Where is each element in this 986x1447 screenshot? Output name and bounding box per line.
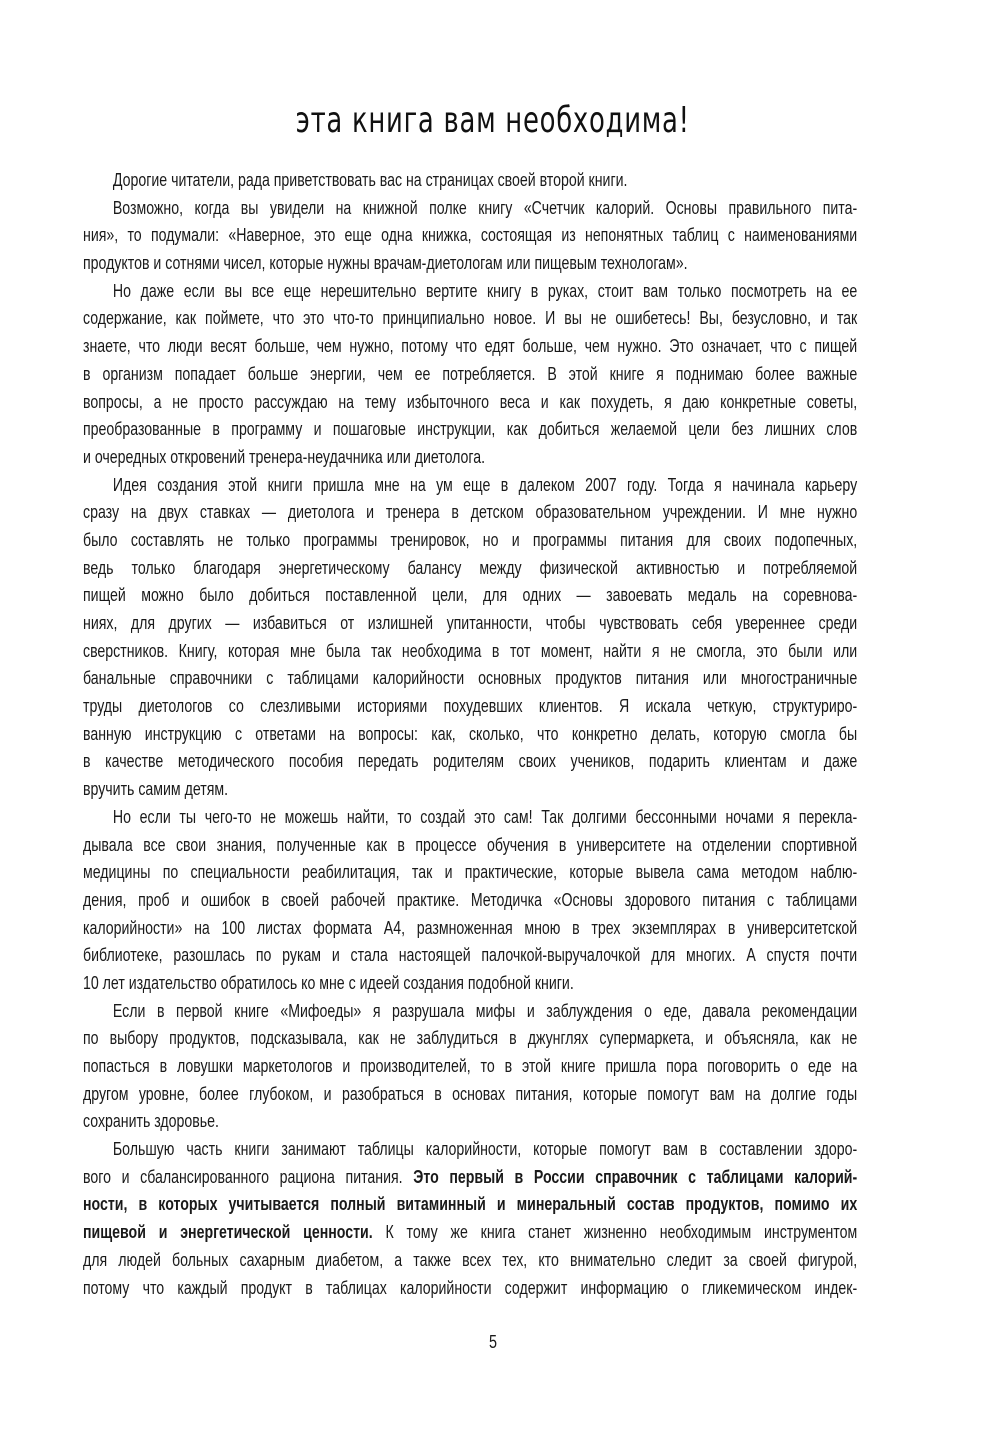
chapter-title-text: эта книга вам необходима! bbox=[295, 100, 691, 141]
text-line-content: калорийности» на 100 листах формата А4, размноженная мною в трех экземплярах в университетской bbox=[83, 917, 858, 938]
text-line-content bbox=[83, 1222, 857, 1242]
text-line bbox=[83, 831, 857, 859]
text-line bbox=[83, 609, 857, 637]
paragraph bbox=[83, 166, 857, 194]
text-line-content: было составлять не только программы тренировок, но и программы питания для своих подопечных, bbox=[83, 529, 858, 550]
text-line bbox=[83, 554, 857, 582]
text-line bbox=[83, 1052, 857, 1080]
bold-emphasis-text: пищевой и энергетической ценности. bbox=[83, 1222, 373, 1243]
text-line bbox=[83, 858, 857, 886]
text-line bbox=[83, 581, 857, 609]
text-line bbox=[83, 1024, 857, 1052]
text-line bbox=[83, 664, 857, 692]
text-line-content: попасться в ловушки маркетологов и производителей, то в этой книге пришла пора поговорить о еде на bbox=[83, 1056, 858, 1076]
bold-emphasis-text: Это первый в России справочник с таблицами калорий- bbox=[413, 1166, 858, 1187]
text-line bbox=[83, 360, 857, 388]
chapter-title bbox=[0, 100, 986, 141]
text-line bbox=[83, 526, 857, 554]
text-line bbox=[83, 1080, 857, 1108]
text-line bbox=[83, 1135, 857, 1163]
paragraph bbox=[83, 471, 857, 803]
text-line-content: знаете, что люди весят больше, чем нужно, потому что едят больше, чем нужно. Это означает, что с пищей bbox=[83, 336, 858, 357]
text-line-content: ванную инструкцию с ответами на вопросы: как, сколько, что конкретно делать, которую смогла бы bbox=[83, 723, 858, 744]
text-line bbox=[83, 332, 857, 360]
text-line-content: содержание, как поймете, что это что-то принципиально новое. И вы не ошибетесь! Вы, безусловно, и так bbox=[83, 308, 858, 329]
text-line-content: в качестве методического пособия передать родителям своих учеников, подарить клиентам и даже bbox=[83, 751, 858, 772]
text-line bbox=[83, 775, 857, 803]
text-line-content: преобразованные в программу и пошаговые инструкции, как добиться желаемой цели без лишних слов bbox=[83, 419, 858, 440]
text-line bbox=[83, 277, 857, 305]
text-line bbox=[83, 221, 857, 249]
text-line-content: библиотеке, разошлась по рукам и стала настоящей палочкой-выручалочкой для многих. А спустя почти bbox=[83, 945, 858, 966]
text-line-content: по выбору продуктов, подсказывала, как не заблудиться в джунглях супермаркета, и объясняла, как не bbox=[83, 1028, 858, 1049]
text-line-content: ниях, для других — избавиться от излишней упитанности, чтобы чувствовать себя увереннее среди bbox=[83, 613, 858, 633]
paragraph bbox=[83, 997, 857, 1135]
text-line bbox=[83, 747, 857, 775]
text-line-content: Идея создания этой книги пришла мне на ум еще в далеком 2007 году. Тогда я начинала карьеру bbox=[112, 474, 858, 495]
text-line bbox=[83, 443, 857, 471]
text-line bbox=[83, 304, 857, 332]
text-line-content bbox=[83, 1167, 857, 1187]
text-line bbox=[83, 1163, 857, 1191]
text-line-content: для людей больных сахарным диабетом, а также всех тех, кто внимательно следит за своей фигурой, bbox=[83, 1249, 858, 1270]
text-line-content: и очередных откровений тренера-неудачника или диетолога. bbox=[83, 446, 486, 467]
paragraph bbox=[83, 1135, 857, 1301]
text-line-content: Дорогие читатели, рада приветствовать вас на страницах своей второй книги. bbox=[112, 170, 628, 190]
text-line bbox=[83, 471, 857, 499]
text-line-content: другом уровне, более глубоком, и разобраться в основах питания, которые помогут вам на долгие годы bbox=[83, 1083, 858, 1104]
text-line bbox=[83, 194, 857, 222]
text-line-content: ведь только благодаря энергетическому балансу между физической активностью и потребляемой bbox=[83, 557, 858, 578]
text-line-content: вопросы, а не просто рассуждаю на тему избыточного веса и как похудеть, я даю конкретные советы, bbox=[83, 391, 858, 412]
text-line bbox=[83, 388, 857, 416]
text-line-content: труды диетологов со слезливыми историями похудевших клиентов. Я искала четкую, структуриро- bbox=[83, 696, 858, 717]
bold-emphasis-text: ности, в которых учитывается полный витаминный и минеральный состав продуктов, помимо их bbox=[83, 1194, 858, 1215]
text-line-content: Но даже если вы все еще нерешительно вертите книгу в руках, стоит вам только посмотреть на ее bbox=[112, 280, 858, 301]
text-line-content: сверстников. Книгу, которая мне была так необходима в тот момент, найти я не смогла, это были или bbox=[83, 640, 858, 661]
page-number-text: 5 bbox=[488, 1332, 497, 1352]
text-line bbox=[83, 1190, 857, 1218]
text-line bbox=[83, 1218, 857, 1246]
text-line bbox=[83, 914, 857, 942]
text-line bbox=[83, 997, 857, 1025]
text-segment: К тому же книга станет жизненно необходимым инструментом bbox=[372, 1222, 858, 1243]
text-line bbox=[83, 166, 857, 194]
text-line-content: Большую часть книги занимают таблицы калорийности, которые помогут вам в составлении здоро- bbox=[112, 1139, 858, 1160]
text-line bbox=[83, 249, 857, 277]
text-line-content: дения, проб и ошибок в своей рабочей практике. Методичка «Основы здорового питания с таблицами bbox=[83, 889, 858, 910]
text-line bbox=[83, 692, 857, 720]
text-line bbox=[83, 415, 857, 443]
paragraph bbox=[83, 803, 857, 997]
paragraph bbox=[83, 277, 857, 471]
text-line-content: ния», то подумали: «Наверное, это еще одна книжка, состоящая из непонятных таблиц с наименованиями bbox=[83, 225, 858, 246]
text-line-content: Возможно, когда вы увидели на книжной полке книгу «Счетчик калорий. Основы правильного пита- bbox=[112, 197, 858, 218]
text-line bbox=[83, 969, 857, 997]
text-line-content: дывала все свои знания, полученные как в процессе обучения в университете на отделении спортивной bbox=[83, 834, 858, 855]
paragraph bbox=[83, 194, 857, 277]
text-line bbox=[83, 498, 857, 526]
text-line bbox=[83, 1246, 857, 1274]
text-line bbox=[83, 637, 857, 665]
text-line-content: Но если ты чего-то не можешь найти, то создай это сам! Так долгими бессонными ночами я перекла- bbox=[112, 806, 858, 827]
text-line bbox=[83, 886, 857, 914]
text-line-content: Если в первой книге «Мифоеды» я разрушала мифы и заблуждения о еде, давала рекомендации bbox=[112, 1000, 858, 1021]
text-line bbox=[83, 1107, 857, 1135]
text-line-content: в организм попадает больше энергии, чем ее потребляется. В этой книге я поднимаю более важные bbox=[83, 363, 858, 384]
text-line bbox=[83, 941, 857, 969]
text-line-content: медицины по специальности реабилитация, так и практические, которые вывела сама методом наблю- bbox=[83, 862, 858, 883]
text-line-content: продуктов и сотнями чисел, которые нужны врачам-диетологам или пищевым технологам». bbox=[83, 253, 688, 274]
text-line-content: сохранить здоровье. bbox=[83, 1111, 219, 1132]
text-segment: вого и сбалансированного рациона питания. bbox=[83, 1166, 414, 1187]
text-line-content bbox=[83, 1194, 857, 1214]
text-line-content: потому что каждый продукт в таблицах калорийности содержит информацию о гликемическом индек- bbox=[83, 1277, 858, 1298]
text-line bbox=[83, 720, 857, 748]
text-line-content: сразу на двух ставках — диетолога и тренера в детском образовательном учреждении. И мне нужно bbox=[83, 502, 858, 523]
body-text bbox=[83, 166, 857, 1301]
text-line bbox=[83, 803, 857, 831]
text-line bbox=[83, 1274, 857, 1302]
text-line-content: 10 лет издательство обратилось ко мне с идеей создания подобной книги. bbox=[83, 972, 574, 993]
text-line-content: вручить самим детям. bbox=[83, 779, 229, 800]
page-number bbox=[0, 1332, 986, 1353]
text-line-content: банальные справочники с таблицами калорийности основных продуктов питания или многостраничные bbox=[83, 668, 858, 689]
text-line-content: пищей можно было добиться поставленной цели, для одних — завоевать медаль на соревнова- bbox=[83, 585, 858, 606]
